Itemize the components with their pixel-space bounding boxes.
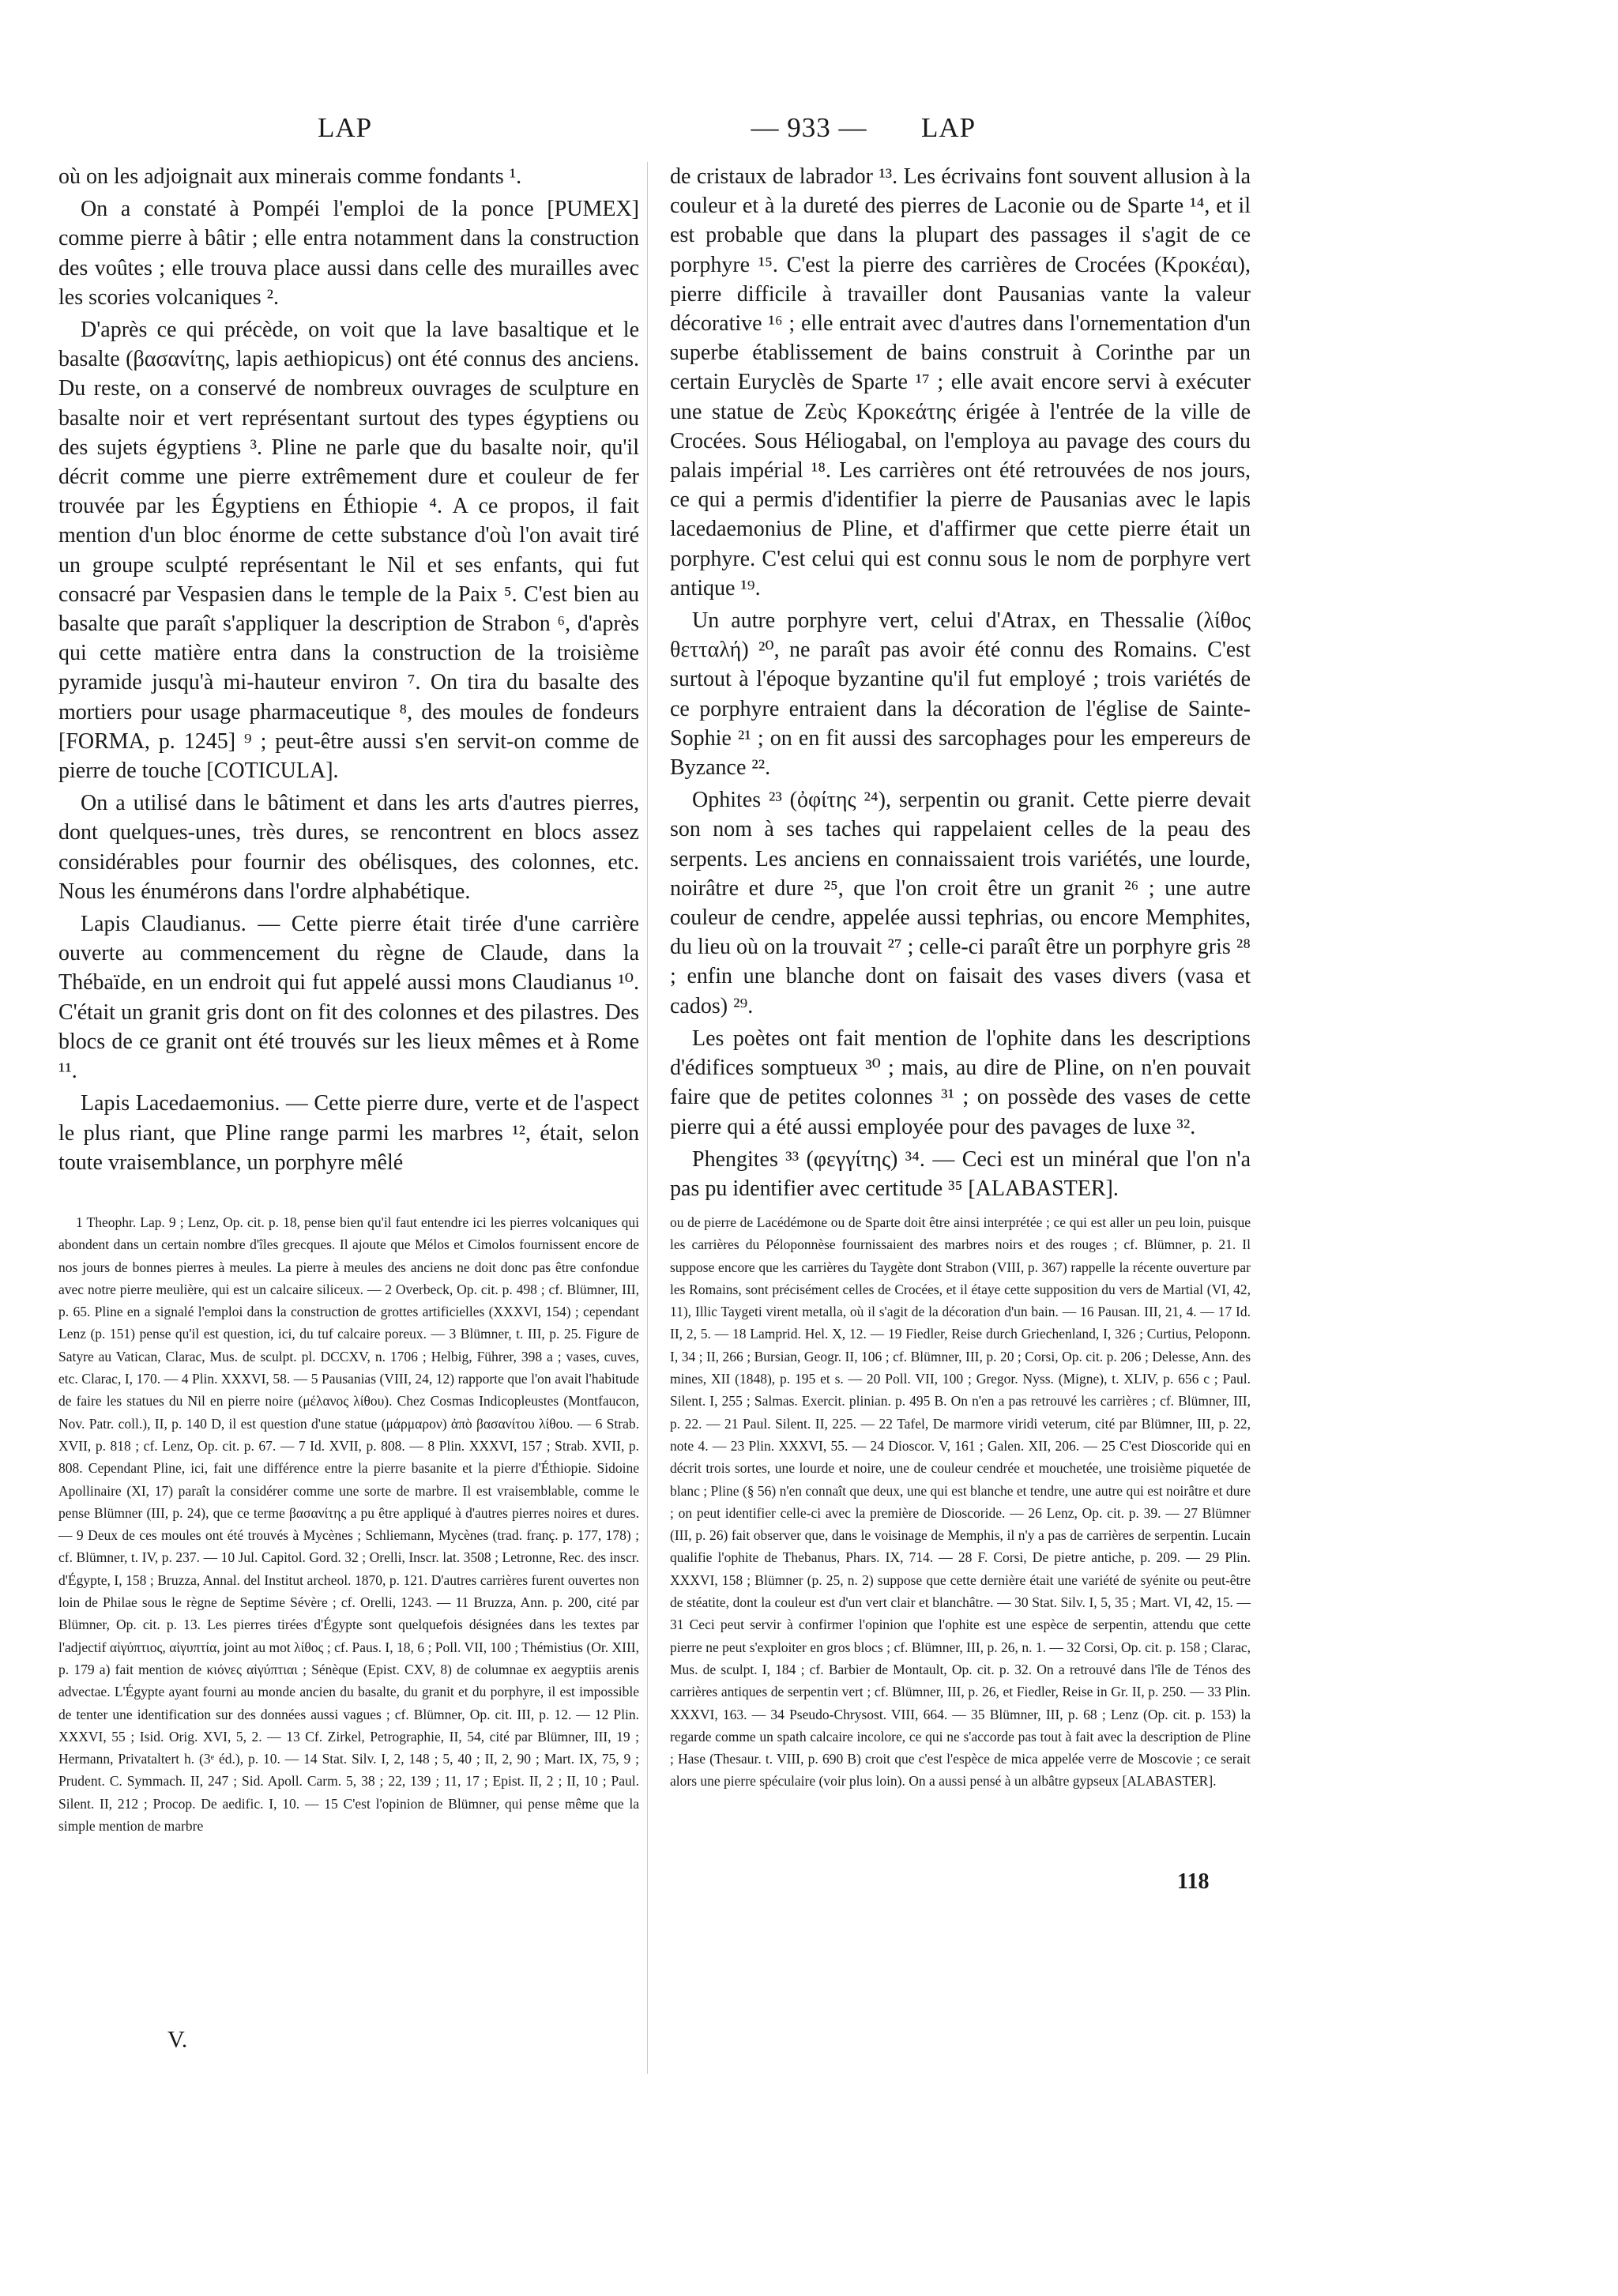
paragraph: Lapis Claudianus. — Cette pierre était tirée d'une carrière ouverte au commencement du règne de Claude, dans la Thébaïde, en un endroit qui fut appelé aussi mons Claudianus ¹⁰. C'était un granit gris dont on fit des colonnes et des pilastres. Des blocs de ce granit ont été trouvés sur les lieux mêmes et à Rome ¹¹. xyxy=(58,912,639,1084)
running-head-right: LAP xyxy=(921,112,976,143)
paragraph: Phengites ³³ (φεγγίτης) ³⁴. — Ceci est un minéral que l'on n'a pas pu identifier avec certitude ³⁵ [ALABASTER]. xyxy=(670,1146,1251,1201)
paragraph: On a utilisé dans le bâtiment et dans les arts d'autres pierres, dont quelques-unes, très dures, se rencontrent en blocs assez considérables pour fournir des obélisques, des colonnes, etc. Nous les énumérons dans l'ordre alphabétique. xyxy=(58,791,639,904)
signature-mark: V. xyxy=(167,2027,188,2053)
paragraph: Lapis Lacedaemonius. — Cette pierre dure, verte et de l'aspect le plus riant, que Pline range parmi les marbres ¹², était, selon toute vraisemblance, un porphyre mêlé xyxy=(58,1091,639,1175)
paragraph: Les poètes ont fait mention de l'ophite dans les descriptions d'édifices somptueux ³⁰ ; mais, au dire de Pline, on n'en pouvait faire que de petites colonnes ³¹ ; on possède des vases de cette pierre qui a été aussi employée pour des pavages de luxe ³². xyxy=(670,1026,1251,1139)
paragraph: Un autre porphyre vert, celui d'Atrax, en Thessalie (λίθος θετταλή) ²⁰, ne paraît pas avoir été connu des Romains. C'est surtout à l'époque byzantine qu'il fut employé ; trois variétés de ce porphyre entraient dans la décoration de l'église de Sainte-Sophie ²¹ ; on en fit aussi des sarcophages pour les empereurs de Byzance ²². xyxy=(670,608,1251,781)
paragraph: D'après ce qui précède, on voit que la lave basaltique et le basalte (βασανίτης, lapis aethiopicus) ont été connus des anciens. Du reste, on a conservé de nombreux ouvrages de sculpture en basalte noir et vert représentant surtout des types égyptiens ou des sujets égyptiens ³. Pline ne parle que du basalte noir, qu'il décrit comme une pierre extrêmement dure et couleur de fer trouvée par les Égyptiens en Éthiopie ⁴. A ce propos, il fait mention d'un bloc énorme de cette substance d'où l'on avait tiré un groupe sculpté représentant le Nil et ses enfants, qui fut consacré par Vespasien dans le temple de la Paix ⁵. C'est bien au basalte que paraît s'appliquer la description de Strabon ⁶, d'après qui cette matière entra dans la construction de la troisième pyramide jusqu'à mi-hauteur environ ⁷. On tira du basalte des mortiers pour usage pharmaceutique ⁸, des moules de fondeurs [FORMA, p. 1245] ⁹ ; peut-être aussi s'en servit-on comme de pierre de touche [COTICULA]. xyxy=(58,318,639,784)
page-number: — 933 — xyxy=(751,112,867,143)
right-column xyxy=(670,162,1251,1203)
paragraph: Ophites ²³ (ὀφίτης ²⁴), serpentin ou granit. Cette pierre devait son nom à ses taches qui rappelaient celles de la peau des serpents. Les anciens en connaissaient trois variétés, une lourde, noirâtre et dure ²⁵, que l'on croit être un granit ²⁶ ; une autre couleur de cendre, appelée aussi tephrias, ou encore Memphites, du lieu où on la trouvait ²⁷ ; celle-ci paraît être un porphyre gris ²⁸ ; enfin une blanche dont on faisait des vases divers (vasa et cados) ²⁹. xyxy=(670,788,1251,1018)
footnotes-left xyxy=(58,1211,639,1837)
top-margin xyxy=(0,0,1618,95)
paragraph: où on les adjoignait aux minerais comme fondants ¹. xyxy=(58,164,522,189)
paragraph: de cristaux de labrador ¹³. Les écrivains font souvent allusion à la couleur et à la dureté des pierres de Laconie ou de Sparte ¹⁴, et il est probable que dans la plupart des passages il s'agit de ce porphyre ¹⁵. C'est la pierre des carrières de Crocées (Κροκέαι), pierre difficile à travailler dont Pausanias vante la valeur décorative ¹⁶ ; elle entrait avec d'autres dans l'ornementation d'un superbe établissement de bains construit à Corinthe par un certain Euryclès de Sparte ¹⁷ ; elle avait encore servi à exécuter une statue de Ζεὺς Κροκεάτης érigée à l'entrée de la ville de Crocées. Sous Héliogabal, on l'employa au pavage des cours du palais impérial ¹⁸. Les carrières ont été retrouvées de nos jours, ce qui a permis d'identifier la pierre de Pausanias avec le lapis lacedaemonius de Pline, et d'affirmer que cette pierre était un porphyre. C'est celui qui est connu sous le nom de porphyre vert antique ¹⁹. xyxy=(670,164,1251,600)
left-column xyxy=(58,162,639,1177)
footnote-block: 1 Theophr. Lap. 9 ; Lenz, Op. cit. p. 18, pense bien qu'il faut entendre ici les pierres volcaniques qui abondent dans un certain nombre d'îles grecques. Il ajoute que Mélos et Cimolos fournissent encore de nos jours de bonnes pierres à meules. La pierre à meules des anciens ne doit donc pas être confondue avec notre pierre meulière, qui est un calcaire siliceux. — 2 Overbeck, Op. cit. p. 498 ; cf. Blümner, III, p. 65. Pline en a signalé l'emploi dans la construction de grottes artificielles (XXXVI, 154) ; cependant Lenz (p. 151) pense qu'il est question, ici, du tuf calcaire poreux. — 3 Blümner, t. III, p. 25. Figure de Satyre au Vatican, Clarac, Mus. de sculpt. pl. DCCXV, n. 1706 ; Helbig, Führer, 398 a ; vases, cuves, etc. Clarac, I, 170. — 4 Plin. XXXVI, 58. — 5 Pausanias (VIII, 24, 12) rapporte que l'on avait l'habitude de faire les statues du Nil en pierre noire (μέλανος λίθου). Chez Cosmas Indicopleustes (Montfaucon, Nov. Patr. coll.), II, p. 140 D, il est question d'une statue (μάρμαρον) ἀπὸ βασανίτου λίθου. — 6 Strab. XVII, p. 818 ; cf. Lenz, Op. cit. p. 67. — 7 Id. XVII, p. 808. — 8 Plin. XXXVI, 157 ; Strab. XVII, p. 808. Cependant Pline, ici, fait une différence entre la pierre basanite et la pierre d'Éthiopie. Sidoine Apollinaire (XI, 17) paraît la considérer comme une sorte de marbre. Il est vraisemblable, comme le pense Blümner (III, p. 24), que ce terme βασανίτης a pu être appliqué à d'autres pierres noires et dures. — 9 Deux de ces moules ont été trouvés à Mycènes ; Schliemann, Mycènes (trad. franç. p. 177, 178) ; cf. Blümner, t. IV, p. 237. — 10 Jul. Capitol. Gord. 32 ; Orelli, Inscr. lat. 3508 ; Letronne, Rec. des inscr. d'Égypte, I, 158 ; Bruzza, Annal. del Institut archeol. 1870, p. 121. D'autres carrières furent ouvertes non loin de Philae sous le règne de Septime Sévère ; cf. Orelli, 1243. — 11 Bruzza, Ann. p. 200, cité par Blümner, Op. cit. p. 13. Les pierres tirées d'Égypte sont quelquefois désignées dans les textes par l'adjectif αἰγύπτιος, αἰγυπτία, joint au mot λίθος ; cf. Paus. I, 18, 6 ; Poll. VII, 100 ; Thémistius (Or. XIII, p. 179 a) fait mention de κιόνες αἰγύπτιαι ; Sénèque (Epist. CXV, 8) de columnae ex aegyptiis arenis advectae. L'Égypte ayant fourni au monde ancien du basalte, du granit et du porphyre, il est impossible de tenter une identification sur des données aussi vagues ; cf. Blümner, Op. cit. III, p. 12. — 12 Plin. XXXVI, 55 ; Isid. Orig. XVI, 5, 2. — 13 Cf. Zirkel, Petrographie, II, 54, cité par Blümner, III, 19 ; Hermann, Privataltert h. (3ᵉ éd.), p. 10. — 14 Stat. Silv. I, 2, 148 ; 5, 40 ; II, 2, 90 ; Mart. IX, 75, 9 ; Prudent. C. Symmach. II, 247 ; Sid. Apoll. Carm. 5, 38 ; 22, 139 ; 11, 17 ; Epist. II, 2 ; II, 10 ; Paul. Silent. II, 212 ; Procop. De aedific. I, 10. — 15 C'est l'opinion de Blümner, qui pense même que la simple mention de marbre xyxy=(58,1214,639,1835)
sheet-number: 118 xyxy=(1177,1869,1210,1894)
footnotes-right xyxy=(670,1211,1251,1793)
paragraph: On a constaté à Pompéi l'emploi de la ponce [PUMEX] comme pierre à bâtir ; elle entra notamment dans la construction des voûtes ; elle trouva place aussi dans celle des murailles avec les scories volcaniques ². xyxy=(58,197,639,310)
running-head-left: LAP xyxy=(318,112,373,143)
column-divider xyxy=(647,162,648,2074)
footnote-block: ou de pierre de Lacédémone ou de Sparte doit être ainsi interprétée ; ce qui est aller un peu loin, puisque les carrières du Péloponnèse fournissaient des marbres noirs et des rouges ; cf. Blümner, p. 21. Il suppose encore que les carrières du Taygète dont Strabon (VIII, p. 367) rappelle la récente ouverture par les Romains, sont précisément celles de Crocées, et il étaye cette supposition du vers de Martial (VI, 42, 11), Illic Taygeti virent metalla, où il s'agit de la décoration d'un bain. — 16 Pausan. III, 21, 4. — 17 Id. II, 2, 5. — 18 Lamprid. Hel. X, 12. — 19 Fiedler, Reise durch Griechenland, I, 326 ; Curtius, Peloponn. I, 34 ; II, 266 ; Bursian, Geogr. II, 106 ; cf. Blümner, III, p. 20 ; Corsi, Op. cit. p. 206 ; Delesse, Ann. des mines, XII (1848), p. 195 et s. — 20 Poll. VII, 100 ; Gregor. Nyss. (Migne), t. XLIV, p. 656 c ; Paul. Silent. I, 255 ; Salmas. Exercit. plinian. p. 495 B. On n'en a pas retrouvé les carrières ; cf. Blümner, III, p. 22. — 21 Paul. Silent. II, 225. — 22 Tafel, De marmore viridi veterum, cité par Blümner, III, p. 22, note 4. — 23 Plin. XXXVI, 55. — 24 Dioscor. V, 161 ; Galen. XII, 206. — 25 C'est Dioscoride qui en décrit trois sortes, une lourde et noire, une de couleur cendrée et mouchetée, une troisième piquetée de blanc ; Pline (§ 56) n'en connaît que deux, une qui est blanche et tendre, une autre qui est noirâtre et dure ; on peut identifier celle-ci avec la première de Dioscoride. — 26 Lenz, Op. cit. p. 39. — 27 Blümner (III, p. 26) fait observer que, dans le voisinage de Memphis, il n'y a pas de carrières de serpentin. Lucain qualifie l'ophite de Thebanus, Phars. IX, 714. — 28 F. Corsi, De pietre antiche, p. 209. — 29 Plin. XXXVI, 158 ; Blümner (p. 25, n. 2) suppose que cette dernière était une variété de syénite ou peut-être de stéatite, dont la couleur est d'un vert clair et blanchâtre. — 30 Stat. Silv. I, 5, 35 ; Mart. VI, 42, 15. — 31 Ceci peut servir à confirmer l'opinion que l'ophite est une espèce de serpentin, attendu que cette pierre ne peut s'exploiter en gros blocs ; cf. Blümner, III, p. 26, n. 1. — 32 Corsi, Op. cit. p. 158 ; Clarac, Mus. de sculpt. I, 184 ; cf. Barbier de Montault, Op. cit. p. 32. On a retrouvé dans l'île de Ténos des carrières antiques de serpentin vert ; cf. Blümner, III, p. 26, et Fiedler, Reise in Gr. II, p. 250. — 33 Plin. XXXVI, 163. — 34 Pseudo-Chrysost. VIII, 664. — 35 Blümner, III, p. 68 ; Lenz (Op. cit. p. 153) la regarde comme un spath calcaire incolore, ce qui ne s'accorde pas tout à fait avec la description de Pline ; Hase (Thesaur. t. VIII, p. 690 B) croit que c'est l'espèce de mica appelée verre de Moscovie ; ce serait alors une pierre spéculaire (voir plus loin). On a aussi pensé à un albâtre gypseux [ALABASTER]. xyxy=(670,1214,1251,1790)
